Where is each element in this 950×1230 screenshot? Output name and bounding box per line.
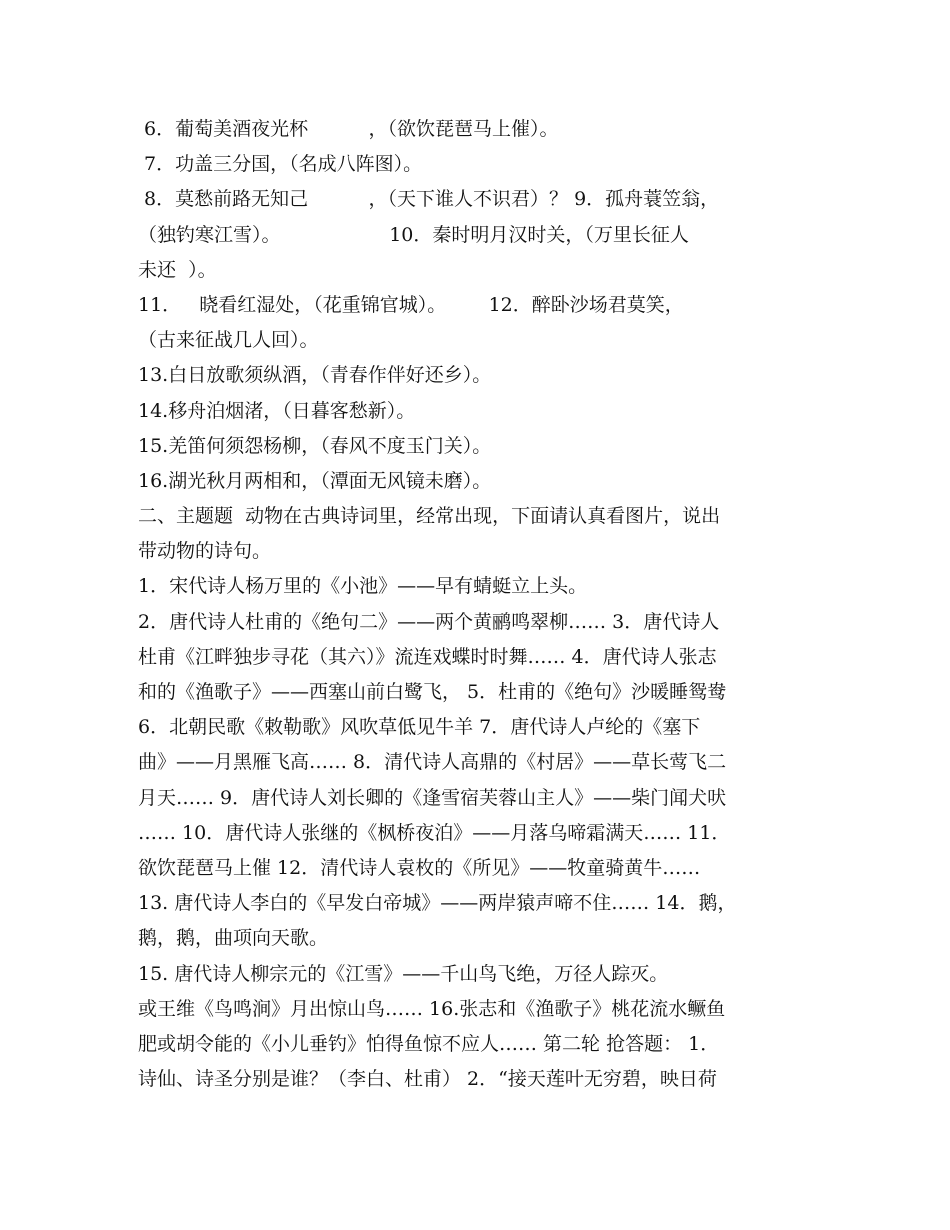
text-line: 欲饮琵琶马上催 12．清代诗人袁枚的《所见》——牧童骑黄牛……: [138, 856, 701, 879]
text-line: 和的《渔歌子》——西塞山前白鹭飞， 5．杜甫的《绝句》沙暖睡鸳鸯: [138, 681, 727, 703]
text-line: 带动物的诗句。: [138, 540, 272, 563]
text-line: 2．唐代诗人杜甫的《绝句二》——两个黄鹂鸣翠柳…… 3．唐代诗人: [138, 610, 720, 633]
text-line: 13. 唐代诗人李白的《早发白帝城》——两岸猿声啼不住…… 14．鹅，: [138, 892, 737, 915]
text-line: 杜甫《江畔独步寻花（其六）》流连戏蝶时时舞…… 4．唐代诗人张志: [138, 645, 717, 668]
text-line: 或王维《鸟鸣涧》月出惊山鸟…… 16.张志和《渔歌子》桃花流水鳜鱼: [138, 997, 726, 1020]
text-line: 7．功盖三分国，（名成八阵图）。: [138, 153, 423, 176]
text-line: 16.湖光秋月两相和，（潭面无风镜未磨）。: [138, 469, 492, 492]
text-line: 6．葡萄美酒夜光杯 ，（欲饮琵琶马上催）。: [138, 118, 559, 140]
text-line: 8．莫愁前路无知己 ，（天下谁人不识君）？ 9．孤舟蓑笠翁，: [138, 188, 720, 211]
text-line: 曲》——月黑雁飞高…… 8．清代诗人高鼎的《村居》——草长莺飞二: [138, 751, 727, 774]
document-body: [138, 112, 828, 1097]
text-line: 肥或胡令能的《小儿垂钓》怕得鱼惊不应人…… 第二轮 抢答题： 1．: [138, 1032, 720, 1055]
text-line: 鹅，鹅，曲项向天歌。: [138, 927, 329, 950]
text-line: 15.羌笛何须怨杨柳，（春风不度玉门关）。: [138, 434, 492, 457]
text-line: …… 10．唐代诗人张继的《枫桥夜泊》——月落乌啼霜满天…… 11．: [138, 821, 731, 844]
text-line: 15. 唐代诗人柳宗元的《江雪》——千山鸟飞绝，万径人踪灭。: [138, 962, 669, 985]
text-line: 1．宋代诗人杨万里的《小池》——早有蜻蜓立上头。: [138, 575, 588, 598]
text-line: 未还 ）。: [138, 258, 217, 281]
text-line: 11． 晓看红湿处，（花重锦官城）。 12．醉卧沙场君莫笑，: [138, 293, 684, 316]
text-line: 诗仙、诗圣分别是谁？（李白、杜甫） 2．“接天莲叶无穷碧，映日荷: [138, 1068, 717, 1091]
text-line: （古来征战几人回）。: [138, 329, 319, 352]
text-line: 6．北朝民歌《敕勒歌》风吹草低见牛羊 7．唐代诗人卢纶的《塞下: [138, 716, 701, 739]
text-line: （独钓寒江雪）。 10．秦时明月汉时关，（万里长征人: [138, 223, 689, 246]
text-line: 月天…… 9．唐代诗人刘长卿的《逢雪宿芙蓉山主人》——柴门闻犬吠: [138, 786, 727, 809]
text-line: 14.移舟泊烟渚，（日暮客愁新）。: [138, 399, 416, 422]
section-heading-line: 二、主题题 动物在古典诗词里，经常出现，下面请认真看图片，说出: [138, 505, 721, 528]
text-line: 13.白日放歌须纵酒，（青春作伴好还乡）。: [138, 364, 492, 387]
